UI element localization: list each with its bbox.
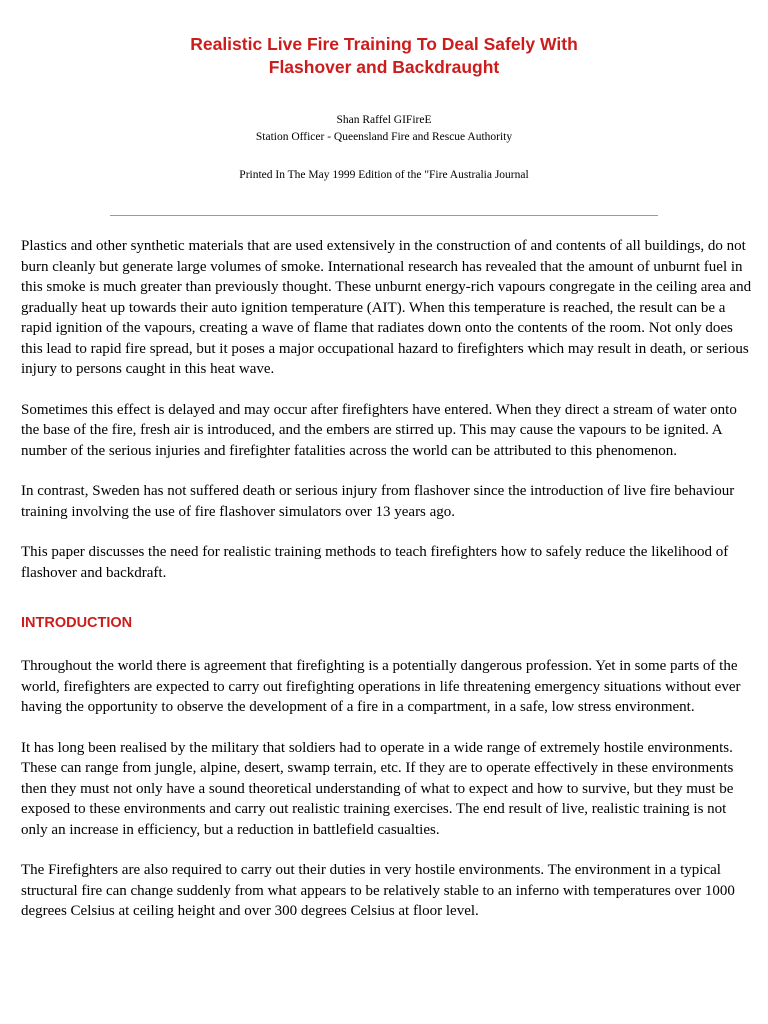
paragraph: It has long been realised by the military that soldiers had to operate in a wide range of extremely hostile environments. These can range from jungle, alpine, desert, swamp terrain, etc. If they are to operate effectively in these environments then they must not only have a sound theoretical understanding of what to expect and how to survive, but they must be exposed to these environments and carry out realistic training exercises. The end result of live, realistic training is not only an increase in efficiency, but a reduction in battlefield casualties.: [21, 739, 734, 838]
title-line-2: Flashover and Backdraught: [268, 57, 500, 77]
horizontal-divider: [110, 215, 658, 216]
paragraph: This paper discusses the need for realistic training methods to teach firefighters how to safely reduce the likelihood of flashover and backdraft.: [21, 544, 729, 581]
paragraph: The Firefighters are also required to carry out their duties in very hostile environments. The environment in a typical structural fire can change suddenly from what appears to be relatively stable to an inferno with temperatures over 1000 degrees Celsius at ceiling height and over 300 degrees Celsius at floor level.: [21, 862, 735, 919]
author-block: [0, 112, 768, 146]
document-body: [21, 236, 753, 922]
publication-note: Printed In The May 1999 Edition of the "Fire Australia Journal: [239, 169, 529, 181]
section-heading-introduction: INTRODUCTION: [21, 615, 133, 631]
paragraph: Throughout the world there is agreement that firefighting is a potentially dangerous profession. Yet in some parts of the world, firefighters are expected to carry out firefighting operations in life threatening emergency situations without ever having the opportunity to observe the development of a fire in a compartment, in a safe, low stress environment.: [21, 658, 741, 715]
author-affiliation: Station Officer - Queensland Fire and Rescue Authority: [255, 131, 513, 143]
paragraph: Sometimes this effect is delayed and may occur after firefighters have entered. When they direct a stream of water onto the base of the fire, fresh air is introduced, and the embers are stirred up. This may cause the vapours to be ignited. A number of the serious injuries and firefighter fatalities across the world can be attributed to this phenomenon.: [21, 401, 737, 459]
paragraph: Plastics and other synthetic materials that are used extensively in the construction of and contents of all buildings, do not burn cleanly but generate large volumes of smoke. International research has revealed that the amount of unburnt fuel in this smoke is much greater than previously thought. These unburnt energy-rich vapours congregate in the ceiling area and gradually heat up towards their auto ignition temperature (AIT). When this temperature is reached, the result can be a rapid ignition of the vapours, creating a wave of flame that radiates down onto the contents of the room. Not only does this lead to rapid fire spread, but it poses a major occupational hazard to firefighters which may result in death, or serious injury to persons caught in this heat wave.: [21, 238, 752, 377]
title-line-1: Realistic Live Fire Training To Deal Safely With: [190, 34, 578, 54]
paragraph: In contrast, Sweden has not suffered death or serious injury from flashover since the introduction of live fire behaviour training involving the use of fire flashover simulators over 13 years ago.: [21, 483, 735, 520]
document-title: [0, 0, 768, 79]
author-name: Shan Raffel GIFireE: [336, 114, 432, 126]
